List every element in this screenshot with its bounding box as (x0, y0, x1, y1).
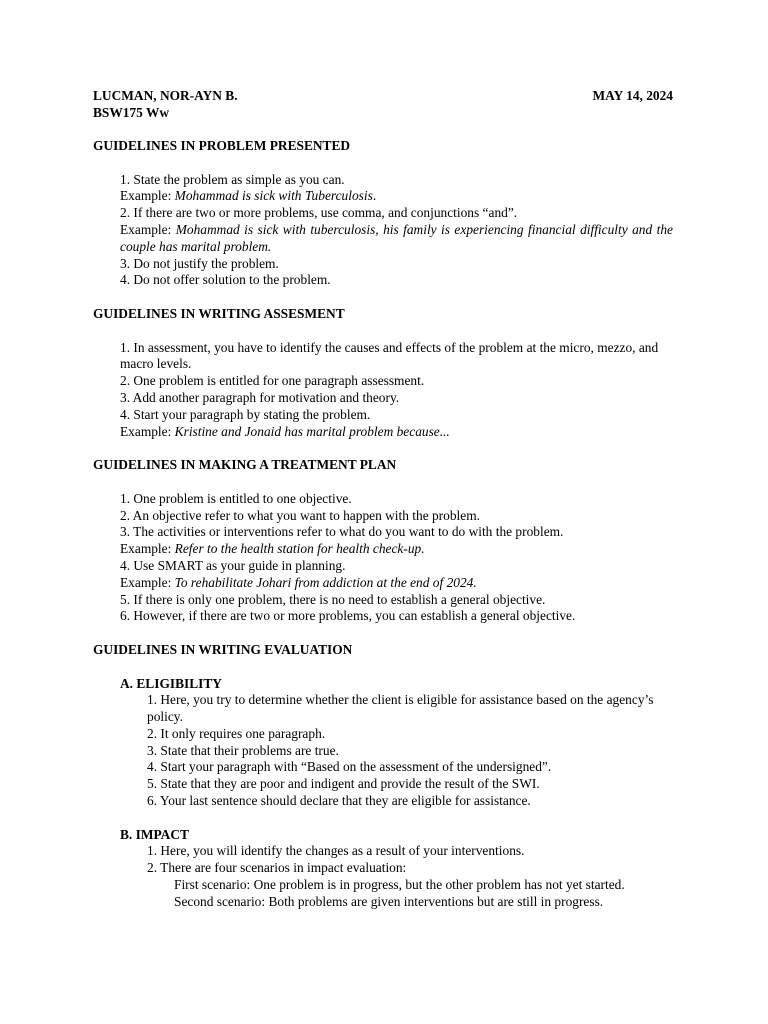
section-title-writing-assessment: GUIDELINES IN WRITING ASSESMENT (93, 305, 345, 321)
example-end: . (372, 188, 377, 204)
evaluation-section (120, 676, 673, 911)
list-item: 3. State that their problems are true. (147, 742, 339, 758)
example-label: Example: (120, 541, 175, 557)
assessment-list (120, 340, 673, 441)
list-item: 6. However, if there are two or more problems, you can establish a general objective. (120, 608, 576, 624)
scenario-item: First scenario: One problem is in progress, but the other problem has not yet started. (174, 877, 625, 893)
example-line (120, 188, 673, 205)
document-header (93, 88, 673, 122)
scenario-item: Second scenario: Both problems are given interventions but are still in progress. (174, 893, 604, 909)
example-label: Example: (120, 423, 175, 439)
list-item: 2. There are four scenarios in impact evaluation: (147, 860, 407, 876)
list-item: 3. Do not justify the problem. (120, 255, 279, 271)
treatment-plan-list (120, 491, 673, 625)
list-item: 4. Do not offer solution to the problem. (120, 272, 331, 288)
list-item: 2. One problem is entitled for one paragraph assessment. (120, 373, 425, 389)
list-item: 4. Start your paragraph with “Based on the assessment of the undersigned”. (147, 759, 552, 775)
section-title-treatment-plan: GUIDELINES IN MAKING A TREATMENT PLAN (93, 457, 397, 473)
list-item: 1. Here, you try to determine whether the client is eligible for assistance based on the agency’s policy. (147, 692, 654, 725)
list-item: 2. An objective refer to what you want to happen with the problem. (120, 507, 480, 523)
list-item: 4. Use SMART as your guide in planning. (120, 557, 346, 573)
class-section: BSW175 Ww (93, 104, 170, 120)
impact-list (147, 843, 673, 910)
list-item: 4. Start your paragraph by stating the problem. (120, 406, 371, 422)
document-body (93, 138, 673, 927)
example-text: Mohammad is sick with tuberculosis, his family is experiencing financial difficulty and the couple has marital problem. (120, 221, 673, 254)
subsection-title-eligibility: A. ELIGIBILITY (120, 675, 222, 691)
list-item: 1. One problem is entitled to one objective. (120, 490, 352, 506)
list-item: 1. Here, you will identify the changes as a result of your interventions. (147, 843, 525, 859)
example-label: Example: (120, 221, 176, 237)
list-item: 3. Add another paragraph for motivation and theory. (120, 389, 400, 405)
eligibility-list (147, 692, 673, 810)
example-line (120, 424, 673, 441)
example-text: Refer to the health station for health check-up. (174, 541, 425, 557)
spacer (120, 810, 673, 827)
example-line (120, 222, 673, 256)
example-text: Mohammad is sick with Tuberculosis (174, 188, 373, 204)
section-title-writing-evaluation: GUIDELINES IN WRITING EVALUATION (93, 641, 353, 657)
list-item: 2. If there are two or more problems, use comma, and conjunctions “and”. (120, 205, 518, 221)
list-item: 1. State the problem as simple as you can. (120, 171, 345, 187)
document-date: MAY 14, 2024 (592, 88, 673, 103)
problem-presented-list (120, 172, 673, 290)
example-line (120, 575, 673, 592)
example-text: To rehabilitate Johari from addiction at the end of 2024. (174, 574, 477, 590)
list-item: 5. State that they are poor and indigent and provide the result of the SWI. (147, 776, 540, 792)
example-label: Example: (120, 574, 175, 590)
example-line (120, 541, 673, 558)
author-name: LUCMAN, NOR-AYN B. (93, 88, 238, 103)
list-item: 3. The activities or interventions refer to what do you want to do with the problem. (120, 524, 564, 540)
scenario-list (174, 877, 673, 911)
example-text: Kristine and Jonaid has marital problem because... (174, 423, 450, 439)
list-item: 2. It only requires one paragraph. (147, 725, 326, 741)
section-title-problem-presented: GUIDELINES IN PROBLEM PRESENTED (93, 138, 351, 153)
list-item: 5. If there is only one problem, there is no need to establish a general objective. (120, 591, 546, 607)
subsection-title-impact: B. IMPACT (120, 826, 189, 842)
list-item: 6. Your last sentence should declare that they are eligible for assistance. (147, 793, 531, 809)
list-item: 1. In assessment, you have to identify the causes and effects of the problem at the micro, mezzo, and macro levels. (120, 339, 659, 372)
example-label: Example: (120, 188, 175, 204)
